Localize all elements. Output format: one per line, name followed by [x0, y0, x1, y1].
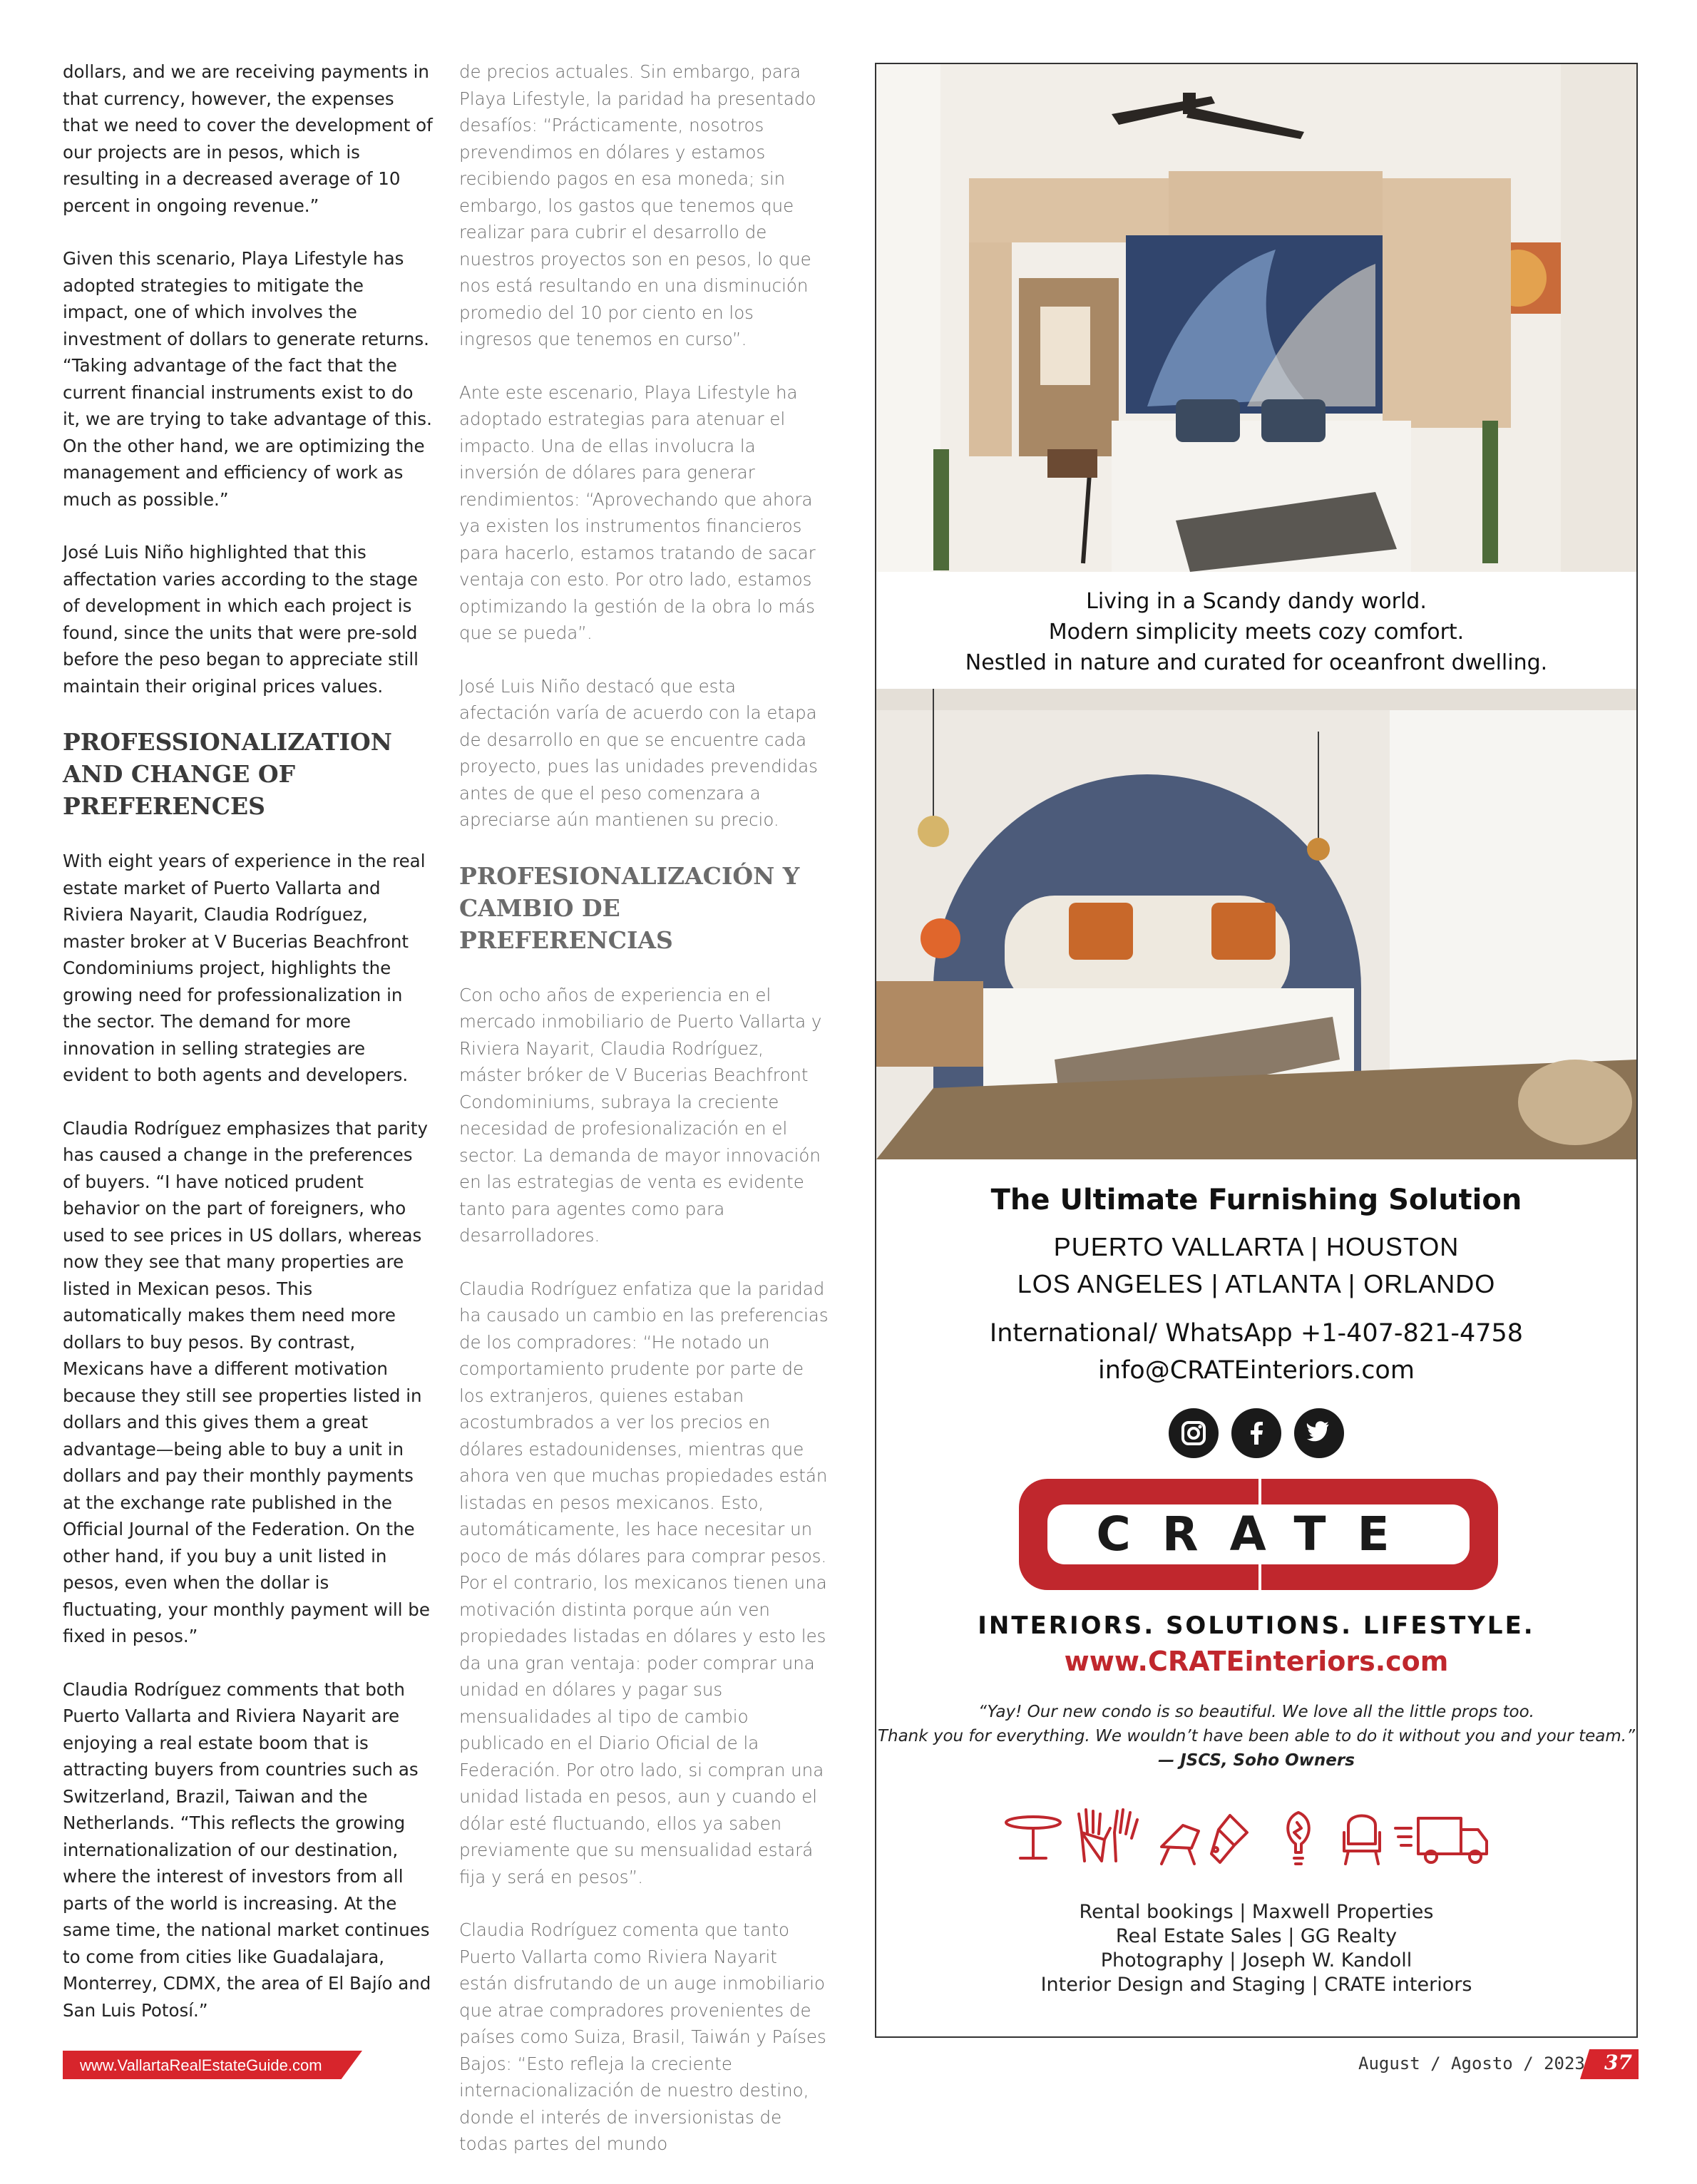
article-paragraph: Claudia Rodríguez enfatiza que la paridad ha causado un cambio en las preferencias de los compradores: “He notado un comportamiento prudente por parte de los extranjeros, quienes estaban acostumbrados a ver los precios en dólares estadounidenses, mientras que ahora ven que muchas propiedades están listadas en pesos mexicanos. Esto, automáticamente, les hace necesitar un poco de más dólares para comprar pesos. Por el contrario, los mexicanos tienen una motivación distinta porque aún ven propiedades listadas en dólares y esto les da una gran ventaja: poder comprar una unidad en dólares y pagar sus mensualidades al tipo de cambio publicado en el Diario Oficial de la Federación. Por otro lado, si compran una unidad listada en pesos, aun y cuando el dólar esté fluctuando, ellos ya saben previamente que su mensualidad estará fija y será en pesos”. [459, 1278, 829, 1887]
article-paragraph: With eight years of experience in the real estate market of Puerto Vallarta and Riviera Nayarit, Claudia Rodríguez, master broker at V Bucerias Beachfront Condominiums project, highlights the growing need for professionalization in the sector. The demand for more innovation in selling strategies are evident to both agents and developers. [63, 851, 426, 1085]
ad-cities: PUERTO VALLARTA | HOUSTON [1053, 1232, 1460, 1261]
article-paragraph: Claudia Rodríguez comments that both Puerto Vallarta and Riviera Nayarit are enjoying a real estate boom that is attracting buyers from countries such as Switzerland, Brazil, Taiwan and the Netherlands. “This reflects the growing internationalization of our destination, where the interest of investors from all parts of the world is increasing. At the same time, the national market continues to come from cities like Guadalajara, Monterrey, CDMX, the area of El Bajío and San Luis Potosí.” [63, 1678, 431, 2021]
ad-phone[interactable]: International/ WhatsApp +1-407-821-4758 [989, 1319, 1524, 1348]
svg-text:CRATE: CRATE [1096, 1507, 1421, 1562]
article-paragraph: Claudia Rodríguez emphasizes that parity has caused a change in the preferences of buyers. “I have noticed prudent behavior on the part of foreigners, who used to see prices in US dollars, whereas now they see that many properties are listed in Mexican pesos. This automatically makes them need more dollars to buy pesos. By contrast, Mexicans have a different motivation because they still see properties listed in dollars and this gives them a great advantage—being able to buy a unit in dollars and pay their monthly payments at the exchange rate published in the Official Journal of the Federation. On the other hand, if you buy a unit listed in pesos, even when the dollar is fluctuating, your monthly payment will be fixed in pesos.” [63, 1117, 430, 1646]
article-paragraph: Given this scenario, Playa Lifestyle has adopted strategies to mitigate the impact, one of which involves the investment of dollars to generate returns. “Taking advantage of the fact that the current financial instruments exist to do it, we are trying to take advantage of this. On the other hand, we are optimizing the management and efficiency of work as much as possible.” [63, 248, 432, 510]
testimonial-line: Thank you for everything. We wouldn’t have been able to do it without you and your team.” [877, 1727, 1636, 1745]
paint-brush-icon [1211, 1815, 1247, 1862]
ad-credit-line: Real Estate Sales | GG Realty [1115, 1925, 1398, 1947]
ad-credit-line: Interior Design and Staging | CRATE interiors [1040, 1974, 1472, 1996]
footer-website-link[interactable]: www.VallartaRealEstateGuide.com [80, 2056, 322, 2074]
ad-credit-line: Rental bookings | Maxwell Properties [1079, 1901, 1434, 1923]
light-bulb-icon [1288, 1813, 1309, 1864]
armchair-icon [1344, 1816, 1380, 1865]
article-paragraph: José Luis Niño destacó que esta afectación varía de acuerdo con la etapa de desarrollo en que se encuentre cada proyecto, pues las unidades prevendidas antes de que el peso comenzara a apreciarse aún mantienen su precio. [459, 675, 818, 830]
article-paragraph: de precios actuales. Sin embargo, para Playa Lifestyle, la paridad ha presentado desafíos: “Prácticamente, nosotros prevendimos en dólares y estamos recibiendo pagos en esa moneda; sin embargo, los gastos que tenemos que realizar para cubrir el desarrollo de nuestros proyectos son en pesos, lo que nos está resultando en una disminución promedio del 10 por ciento en los ingresos que tenemos en curso”. [459, 61, 816, 349]
lounge-chair-icon [1162, 1825, 1199, 1864]
ad-cities: LOS ANGELES | ATLANTA | ORLANDO [1017, 1269, 1496, 1298]
ad-email[interactable]: info@CRATEinteriors.com [1098, 1356, 1415, 1385]
ad-lifestyle-slogan: INTERIORS. SOLUTIONS. LIFESTYLE. [978, 1611, 1535, 1640]
article-paragraph: dollars, and we are receiving payments in that currency, however, the expenses that we need to cover the development of our projects are in pesos, which is resulting in a decreased average of 10 percent in ongoing revenue.” [63, 61, 433, 216]
facebook-icon[interactable] [1231, 1408, 1281, 1458]
service-icons [1005, 1804, 1511, 1868]
ad-website-link[interactable]: www.CRATEinteriors.com [1064, 1646, 1449, 1677]
ad-tagline: Modern simplicity meets cozy comfort. [1048, 620, 1465, 645]
article-paragraph: Claudia Rodríguez comenta que tanto Puerto Vallarta como Riviera Nayarit están disfrutando de un auge inmobiliario que atrae compradores provenientes de países como Suiza, Brasil, Taiwán y Países Bajos: “Esto refleja la creciente internacionalización de nuestro destino, donde el interés de inversionistas de todas partes del mundo [459, 1919, 826, 2154]
ad-tagline: Nestled in nature and curated for oceanfront dwelling. [965, 650, 1548, 675]
crate-logo [1019, 1479, 1498, 1590]
article-paragraph: José Luis Niño highlighted that this affectation varies according to the stage of development in which each project is found, since the units that were pre-sold before the peso began to appreciate still maintain their original prices values. [63, 542, 419, 697]
twitter-icon[interactable] [1294, 1408, 1344, 1458]
instagram-icon[interactable] [1169, 1408, 1219, 1458]
gloves-icon [1079, 1810, 1137, 1861]
article-paragraph: Ante este escenario, Playa Lifestyle ha adoptado estrategias para atenuar el impacto. Una de ellas involucra la inversión de dólares para generar rendimientos: “Aprovechando que ahora ya existen los instrumentos financieros para hacerlo, estamos tratando de sacar ventaja con esto. Por otro lado, estamos optimizando la gestión de la obra lo más que se pueda”. [459, 381, 816, 643]
ad-credit-line: Photography | Joseph W. Kandoll [1100, 1949, 1413, 1972]
article-paragraph: Con ocho años de experiencia en el mercado inmobiliario de Puerto Vallarta y Riviera Nayarit, Claudia Rodríguez, máster bróker de V Bucerias Beachfront Condominiums, subraya la creciente necesidad de profesionalización en el sector. La demanda de mayor innovación en las estrategias de venta es evidente tanto para agentes como para desarrolladores. [459, 984, 822, 1246]
delivery-truck-icon [1395, 1818, 1487, 1862]
article-column-english [63, 58, 434, 2050]
section-heading: PROFESSIONALIZATION AND CHANGE OF PREFERENCES [63, 728, 392, 820]
bedroom-photo-arch [876, 689, 1636, 1159]
testimonial-author: — JSCS, Soho Owners [1158, 1751, 1355, 1770]
section-heading: PROFESIONALIZACIÓN Y CAMBIO DE PREFERENCIAS [459, 861, 800, 954]
crate-advertisement [875, 63, 1638, 2038]
page-number: 37 [1604, 2051, 1632, 2074]
testimonial-line: “Yay! Our new condo is so beautiful. We love all the little props too. [978, 1703, 1534, 1721]
bedroom-photo-scandi [876, 64, 1636, 572]
table-icon [1006, 1817, 1060, 1858]
ad-tagline: Living in a Scandy dandy world. [1086, 589, 1427, 614]
ad-title: The Ultimate Furnishing Solution [990, 1184, 1522, 1216]
footer-issue-date: August / Agosto / 2023 [1358, 2054, 1585, 2073]
article-column-spanish [459, 58, 830, 2184]
